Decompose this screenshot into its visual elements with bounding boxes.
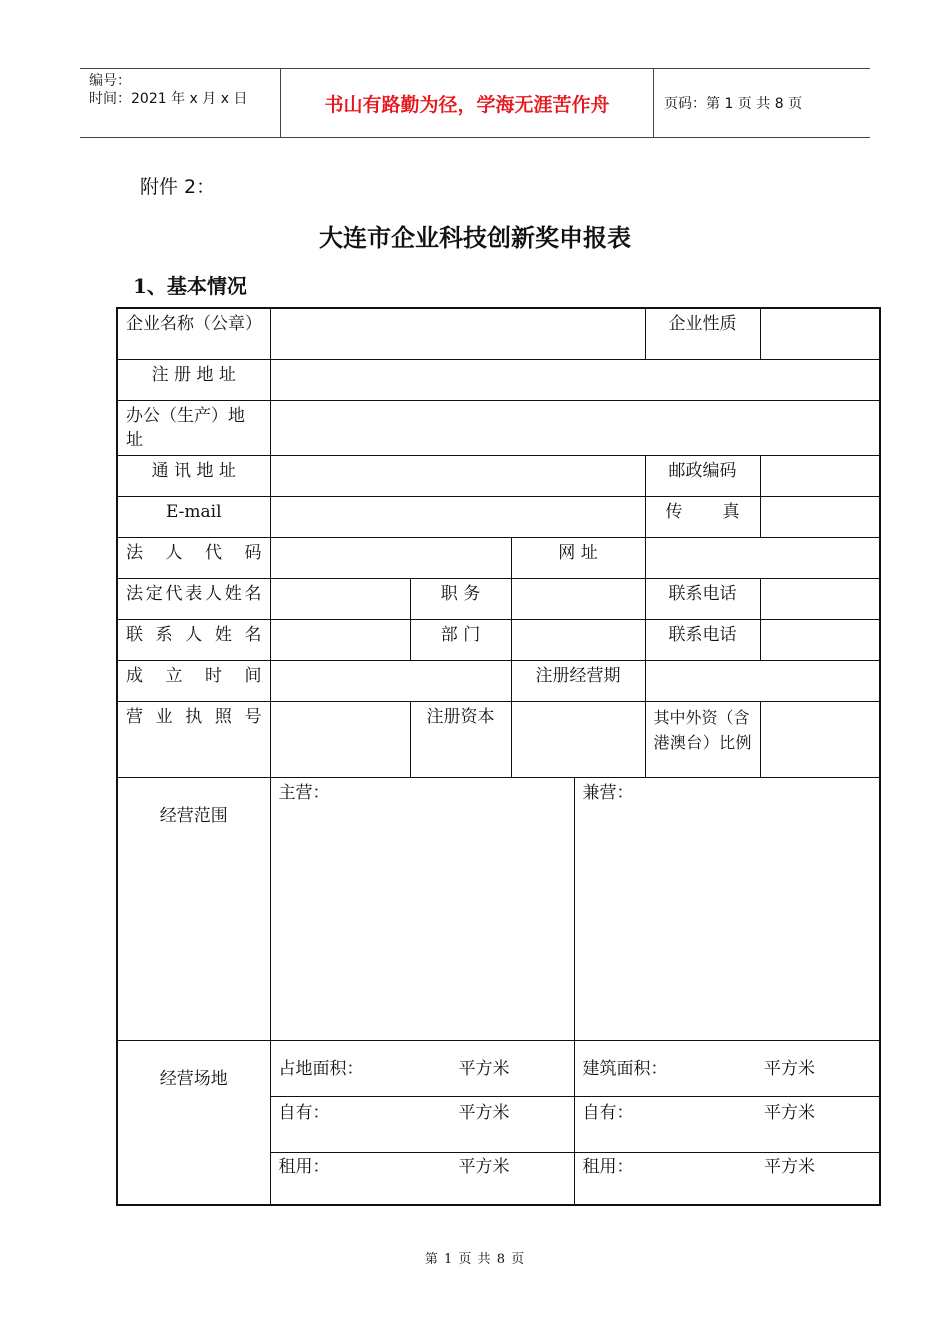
company-nature-label: 企业性质 bbox=[645, 308, 760, 359]
page-footer: 第 1 页 共 8 页 bbox=[424, 1252, 526, 1267]
land-owned-field[interactable] bbox=[270, 1096, 574, 1152]
form-row bbox=[117, 455, 880, 496]
company-name-label: 企业名称（公章） bbox=[117, 308, 270, 359]
established-field[interactable] bbox=[270, 660, 511, 701]
position-field[interactable] bbox=[511, 578, 645, 619]
business-scope-label: 经营范围 bbox=[117, 777, 270, 1040]
section-heading: 1、基本情况 bbox=[133, 274, 247, 298]
email-field[interactable] bbox=[270, 496, 645, 537]
foreign-ratio-field[interactable] bbox=[760, 701, 880, 777]
rented-label: 租用： bbox=[582, 1156, 634, 1177]
form-row bbox=[117, 619, 880, 660]
land-area-field[interactable] bbox=[270, 1040, 574, 1096]
office-address-label: 办公（生产）地址 bbox=[117, 400, 270, 455]
operating-period-label: 注册经营期 bbox=[511, 660, 645, 701]
rented-label: 租用： bbox=[278, 1156, 330, 1177]
established-label: 成立时间 bbox=[117, 660, 270, 701]
main-business-label: 主营： bbox=[278, 782, 330, 803]
email-label: E-mail bbox=[117, 496, 270, 537]
legal-rep-label: 法定代表人姓名 bbox=[117, 578, 270, 619]
form-row bbox=[117, 660, 880, 701]
form-row bbox=[117, 308, 880, 359]
license-no-field[interactable] bbox=[270, 701, 410, 777]
department-field[interactable] bbox=[511, 619, 645, 660]
mailing-address-label: 通 讯 地 址 bbox=[117, 455, 270, 496]
license-no-label: 营业执照号 bbox=[117, 701, 270, 777]
owned-label: 自有： bbox=[278, 1102, 330, 1123]
application-form bbox=[116, 307, 881, 1206]
sqm-unit: 平方米 bbox=[764, 1102, 815, 1123]
form-row bbox=[117, 578, 880, 619]
legal-rep-field[interactable] bbox=[270, 578, 410, 619]
form-row bbox=[117, 777, 880, 1040]
land-rented-field[interactable] bbox=[270, 1152, 574, 1205]
form-row bbox=[117, 496, 880, 537]
building-owned-field[interactable] bbox=[574, 1096, 880, 1152]
attachment-label: 附件 2： bbox=[140, 176, 216, 198]
time-label: 时间：2021 年 x 月 x 日 bbox=[89, 91, 248, 107]
business-site-label: 经营场地 bbox=[117, 1040, 270, 1205]
sqm-unit: 平方米 bbox=[458, 1156, 510, 1177]
sqm-unit: 平方米 bbox=[764, 1058, 815, 1079]
website-label: 网 址 bbox=[511, 537, 645, 578]
operating-period-field[interactable] bbox=[645, 660, 880, 701]
owned-label: 自有： bbox=[582, 1102, 634, 1123]
side-business-label: 兼营： bbox=[582, 782, 634, 803]
website-field[interactable] bbox=[645, 537, 880, 578]
phone-field-2[interactable] bbox=[760, 619, 880, 660]
building-area-field[interactable] bbox=[574, 1040, 880, 1096]
postal-code-label: 邮政编码 bbox=[645, 455, 760, 496]
sqm-unit: 平方米 bbox=[458, 1058, 510, 1079]
legal-code-field[interactable] bbox=[270, 537, 511, 578]
form-row bbox=[117, 537, 880, 578]
form-row bbox=[117, 400, 880, 455]
fax-label: 传真 bbox=[645, 496, 760, 537]
page-header bbox=[80, 68, 870, 138]
header-motto: 书山有路勤为径，学海无涯苦作舟 bbox=[281, 69, 654, 137]
legal-code-label: 法人代码 bbox=[117, 537, 270, 578]
building-area-label: 建筑面积： bbox=[582, 1058, 668, 1079]
company-nature-field[interactable] bbox=[760, 308, 880, 359]
postal-code-field[interactable] bbox=[760, 455, 880, 496]
main-business-field[interactable] bbox=[270, 777, 574, 1040]
document-title: 大连市企业科技创新奖申报表 bbox=[319, 223, 631, 252]
company-name-field[interactable] bbox=[270, 308, 645, 359]
serial-label: 编号： bbox=[89, 73, 131, 89]
land-area-label: 占地面积： bbox=[278, 1058, 364, 1079]
registered-address-label: 注 册 地 址 bbox=[117, 359, 270, 400]
header-meta bbox=[80, 69, 281, 137]
form-row bbox=[117, 701, 880, 777]
contact-name-field[interactable] bbox=[270, 619, 410, 660]
mailing-address-field[interactable] bbox=[270, 455, 645, 496]
registered-capital-label: 注册资本 bbox=[410, 701, 511, 777]
form-row bbox=[117, 359, 880, 400]
phone-label-2: 联系电话 bbox=[645, 619, 760, 660]
phone-label-1: 联系电话 bbox=[645, 578, 760, 619]
contact-name-label: 联系人姓名 bbox=[117, 619, 270, 660]
sqm-unit: 平方米 bbox=[764, 1156, 815, 1177]
phone-field-1[interactable] bbox=[760, 578, 880, 619]
fax-field[interactable] bbox=[760, 496, 880, 537]
sqm-unit: 平方米 bbox=[458, 1102, 510, 1123]
foreign-ratio-label: 其中外资（含港澳台）比例 bbox=[645, 701, 760, 777]
side-business-field[interactable] bbox=[574, 777, 880, 1040]
office-address-field[interactable] bbox=[270, 400, 880, 455]
position-label: 职 务 bbox=[410, 578, 511, 619]
building-rented-field[interactable] bbox=[574, 1152, 880, 1205]
registered-capital-field[interactable] bbox=[511, 701, 645, 777]
form-row bbox=[117, 1040, 880, 1096]
registered-address-field[interactable] bbox=[270, 359, 880, 400]
department-label: 部 门 bbox=[410, 619, 511, 660]
header-page-info: 页码：第 1 页 共 8 页 bbox=[664, 96, 803, 112]
